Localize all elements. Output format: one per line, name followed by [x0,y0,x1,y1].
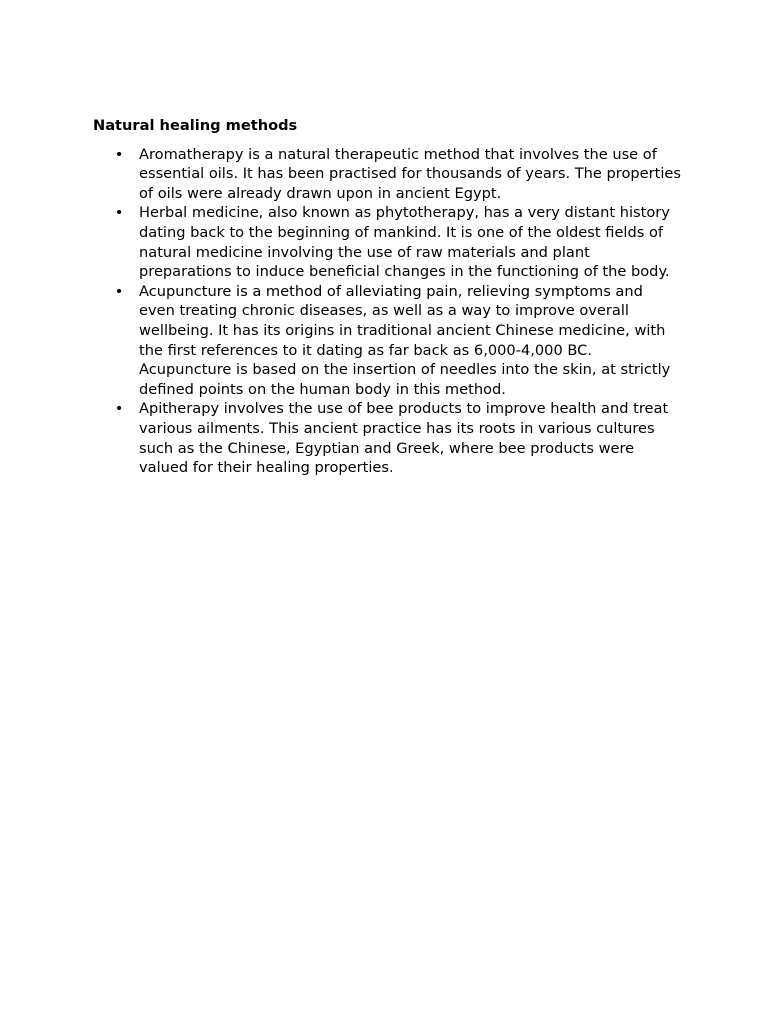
bullet-text: Herbal medicine, also known as phytotherapy, has a very distant history dating back to the beginning of mankind. It is one of the oldest fields of natural medicine involving the use of raw materials and plant preparations to induce beneficial changes in the functioning of the body. [139,204,670,281]
bullet-text: Aromatherapy is a natural therapeutic method that involves the use of essential oils. It has been practised for thousands of years. The properties of oils were already drawn upon in ancient Egypt. [139,145,681,202]
document-title: Natural healing methods [93,117,298,134]
bullet-item-aromatherapy [93,145,683,204]
bullet-item-herbal-medicine [93,203,683,281]
bullet-icon: • [114,145,124,163]
bullet-text: Apitherapy involves the use of bee products to improve health and treat various ailments. This ancient practice has its roots in various cultures such as the Chinese, Egyptian and Greek, where bee products were valued for their healing properties. [139,400,669,477]
bullet-list [93,145,683,478]
bullet-icon: • [114,400,124,418]
bullet-icon: • [114,282,124,300]
bullet-text: Acupuncture is a method of alleviating pain, relieving symptoms and even treating chronic diseases, as well as a way to improve overall wellbeing. It has its origins in traditional ancient Chinese medicine, with the first references to it dating as far back as 6,000-4,000 BC. Acupuncture is based on the insertion of needles into the skin, at strictly defined points on the human body in this method. [139,282,671,398]
bullet-item-apitherapy [93,399,683,477]
document-body [93,116,683,478]
bullet-item-acupuncture [93,282,683,400]
bullet-icon: • [114,204,124,222]
